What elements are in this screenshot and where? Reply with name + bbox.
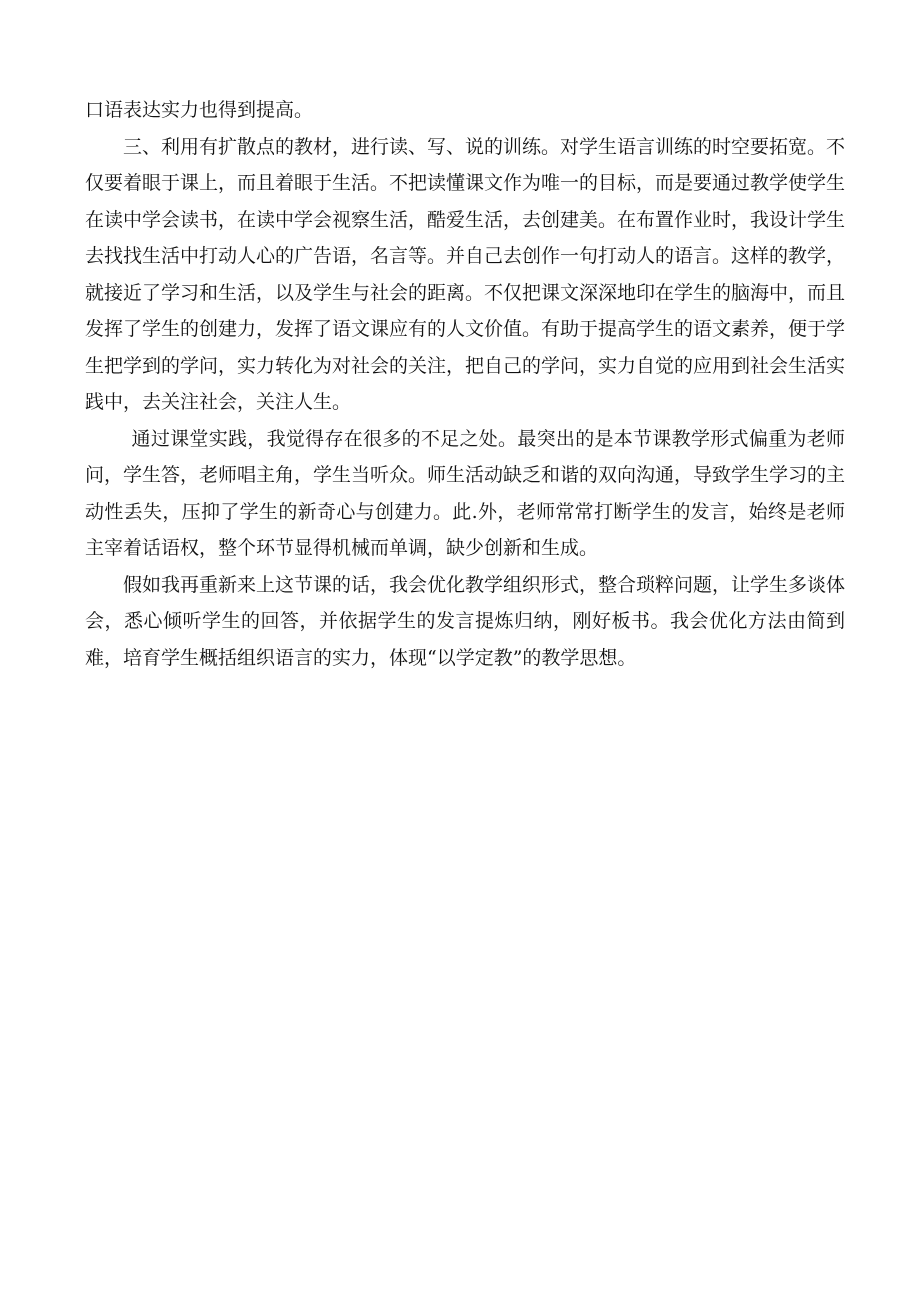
- document-body: [85, 92, 845, 676]
- paragraph-continuation: 口语表达实力也得到提高。: [85, 99, 314, 121]
- paragraph-reflection: 通过课堂实践，我觉得存在很多的不足之处。最突出的是本节课教学形式偏重为老师问，学生答，老师唱主角，学生当听众。师生活动缺乏和谐的双向沟通，导致学生学习的主动性丢失，压抑了学生的新奇心与创建力。此.外，老师常常打断学生的发言，始终是老师主宰着话语权，整个环节显得机械而单调，缺少创新和生成。: [85, 427, 846, 559]
- paragraph-improvement: 假如我再重新来上这节课的话，我会优化教学组织形式，整合琐粹问题，让学生多谈体会，悉心倾听学生的回答，并依据学生的发言提炼归纳，刚好板书。我会优化方法由简到难，培育学生概括组织语言的实力，体现“以学定教”的教学思想。: [85, 573, 846, 669]
- paragraph-point-three: 三、利用有扩散点的教材，进行读、写、说的训练。对学生语言训练的时空要拓宽。不仅要着眼于课上，而且着眼于生活。不把读懂课文作为唯一的目标，而是要通过教学使学生在读中学会读书，在读中学会视察生活，酷爱生活，去创建美。在布置作业时，我设计学生去找找生活中打动人心的广告语，名言等。并自己去创作一句打动人的语言。这样的教学，就接近了学习和生活，以及学生与社会的距离。不仅把课文深深地印在学生的脑海中，而且发挥了学生的创建力，发挥了语文课应有的人文价值。有助于提高学生的语文素养，便于学生把学到的学问，实力转化为对社会的关注，把自己的学问，实力自觉的应用到社会生活实践中，去关注社会，关注人生。: [85, 135, 846, 413]
